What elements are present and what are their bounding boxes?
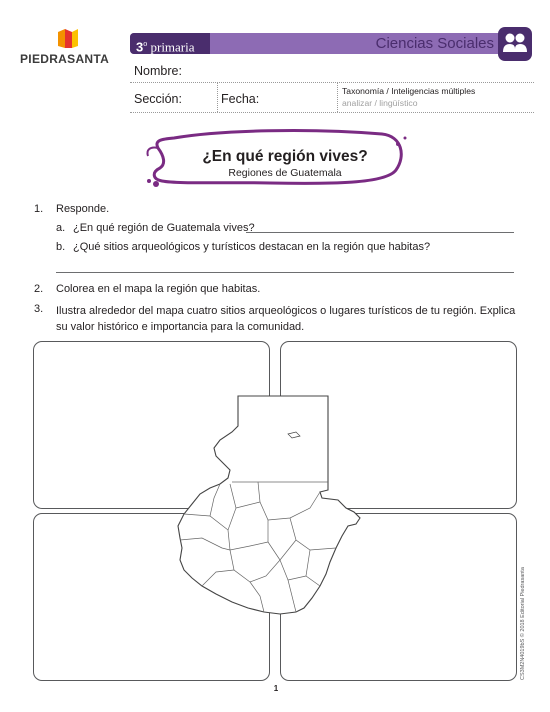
answer-line[interactable] <box>246 232 514 233</box>
question-text: Ilustra alrededor del mapa cuatro sitios arqueológicos o lugares turísticos de tu región. Explica su valor histórico e importancia para la comunidad. <box>56 305 516 333</box>
subject-title: Ciencias Sociales <box>375 35 494 52</box>
taxonomy-value: analizar / lingüístico <box>342 98 418 108</box>
divider <box>337 83 338 112</box>
question-number: 3. <box>34 303 44 315</box>
page-title: ¿En qué región vives? <box>202 148 368 165</box>
name-field[interactable] <box>130 82 534 83</box>
section-label: Sección: <box>134 92 182 106</box>
question-text: Responde. <box>56 203 110 215</box>
question-text: Colorea en el mapa la región que habitas. <box>56 283 261 295</box>
piedrasanta-logo-icon <box>56 26 80 50</box>
guatemala-map[interactable] <box>170 390 370 625</box>
name-label: Nombre: <box>134 64 182 78</box>
question-number: 1. <box>34 203 44 215</box>
divider <box>217 83 218 112</box>
answer-line[interactable] <box>56 272 514 273</box>
question-text: ¿Qué sitios arqueológicos y turísticos destacan en la región que habitas? <box>73 241 431 253</box>
question-number: 2. <box>34 283 44 295</box>
publication-code: CS3M2N4019bS © 2018 Editorial Piedrasanta <box>520 567 526 680</box>
question-text: ¿En qué región de Guatemala vives? <box>73 222 255 234</box>
page-number: 1 <box>273 684 279 693</box>
taxonomy-title: Taxonomía / Inteligencias múltiples <box>342 86 476 96</box>
form-bottom-line <box>130 112 534 113</box>
page-subtitle: Regiones de Guatemala <box>228 167 342 179</box>
date-label: Fecha: <box>221 92 260 106</box>
logo-text: PIEDRASANTA <box>20 52 110 66</box>
question-number: a. <box>56 222 66 234</box>
grade-label: 3$^o$ primaria <box>130 33 210 54</box>
people-icon <box>498 27 532 61</box>
question-number: b. <box>56 241 66 253</box>
